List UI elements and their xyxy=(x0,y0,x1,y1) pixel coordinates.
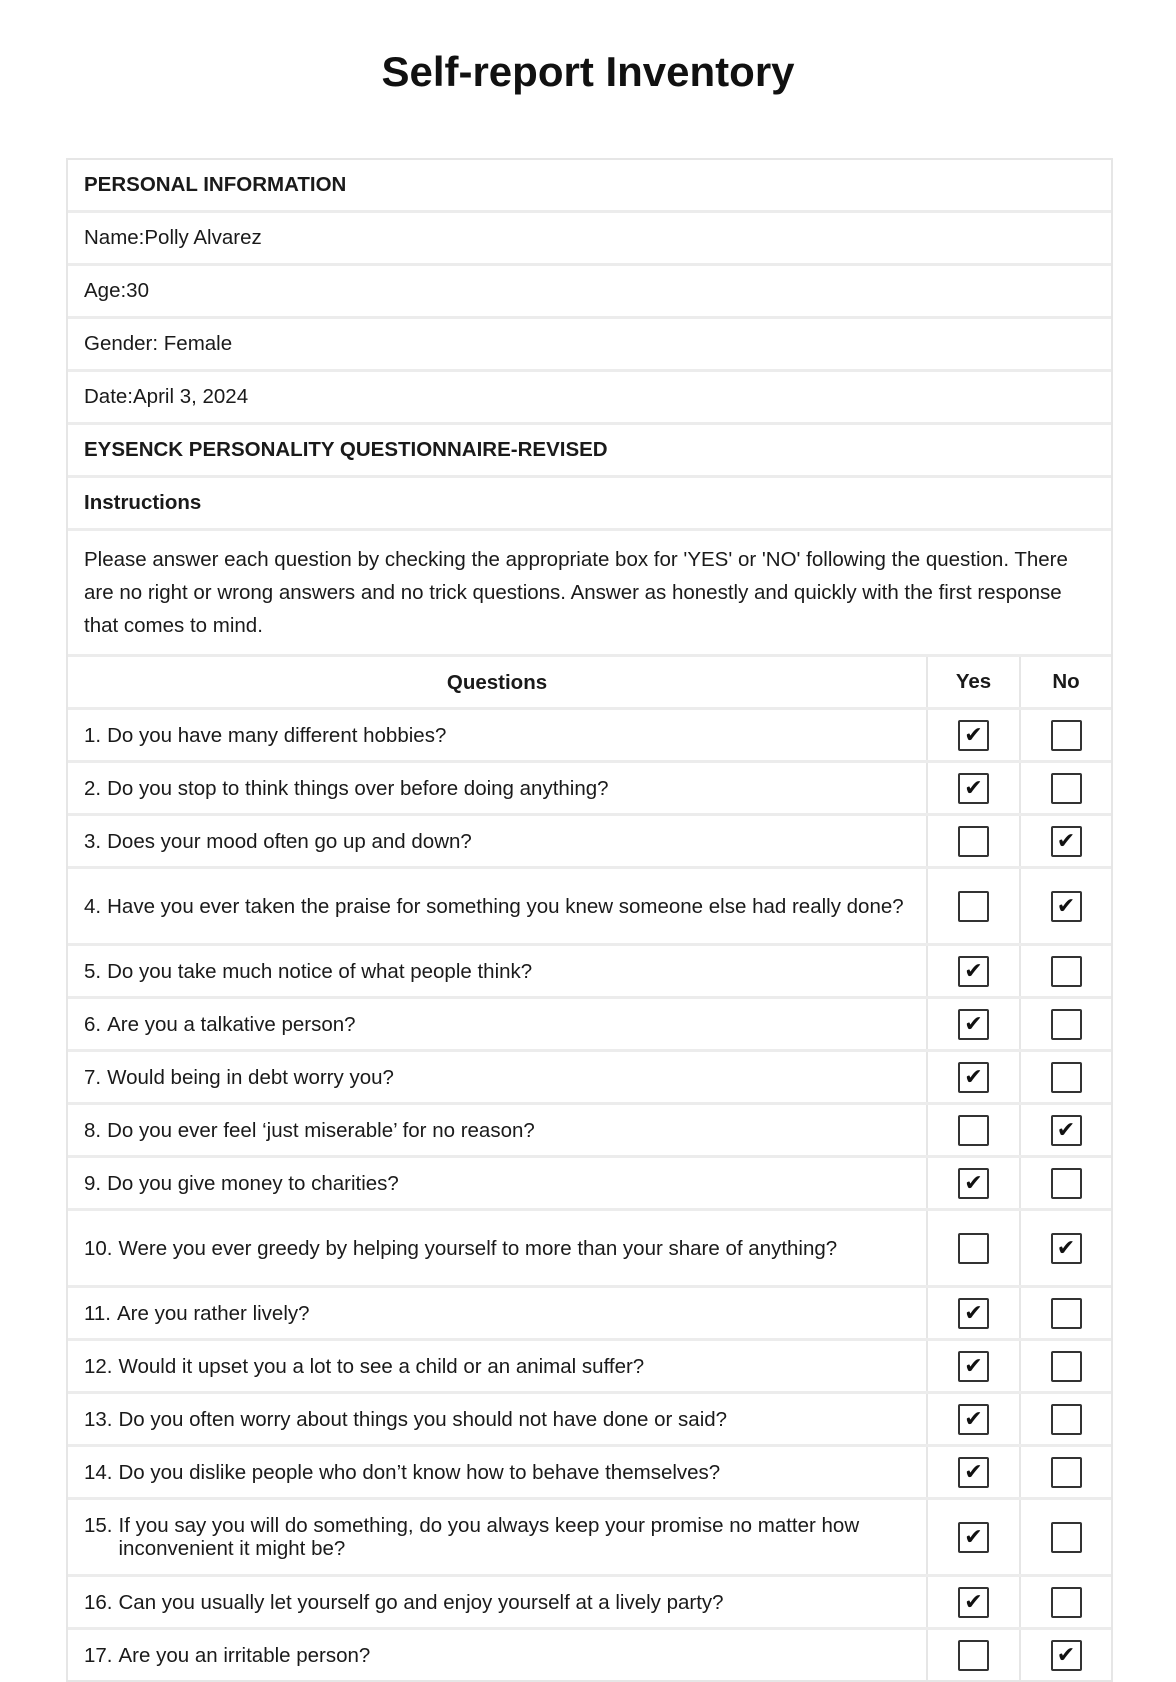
yes-cell xyxy=(928,763,1021,813)
no-cell xyxy=(1021,816,1111,866)
no-cell xyxy=(1021,1500,1111,1574)
check-icon: ✔ xyxy=(1056,893,1076,918)
yes-checkbox[interactable] xyxy=(958,773,989,804)
question-row xyxy=(68,1500,1111,1577)
no-checkbox[interactable] xyxy=(1051,720,1082,751)
yes-checkbox[interactable] xyxy=(958,1298,989,1329)
question-row xyxy=(68,1288,1111,1341)
no-cell xyxy=(1021,1447,1111,1497)
inventory-table xyxy=(66,158,1113,1682)
question-number: 5. xyxy=(84,959,102,983)
question-row xyxy=(68,1158,1111,1211)
gender-field: Gender: Female xyxy=(84,332,233,355)
no-checkbox[interactable] xyxy=(1051,1640,1082,1671)
yes-checkbox[interactable] xyxy=(958,1009,989,1040)
no-cell xyxy=(1021,946,1111,996)
yes-checkbox[interactable] xyxy=(958,826,989,857)
question-text: Do you often worry about things you should not have done or said? xyxy=(118,1407,728,1431)
yes-cell xyxy=(928,1577,1021,1627)
check-icon: ✔ xyxy=(964,775,983,800)
question-number: 14. xyxy=(84,1460,113,1484)
question-number: 12. xyxy=(84,1354,113,1378)
question-number: 8. xyxy=(84,1118,102,1142)
no-checkbox[interactable] xyxy=(1051,1233,1082,1264)
question-number: 16. xyxy=(84,1590,113,1614)
page-title: Self-report Inventory xyxy=(381,48,795,95)
question-row xyxy=(68,869,1111,946)
age-field: Age:30 xyxy=(84,279,149,302)
question-number: 9. xyxy=(84,1171,102,1195)
question-row xyxy=(68,1577,1111,1630)
check-icon: ✔ xyxy=(964,1353,983,1378)
yes-checkbox[interactable] xyxy=(958,1457,989,1488)
no-checkbox[interactable] xyxy=(1051,773,1082,804)
question-text: Do you ever feel ‘just miserable’ for no reason? xyxy=(107,1118,535,1142)
question-text: Does your mood often go up and down? xyxy=(107,829,472,853)
yes-cell xyxy=(928,1158,1021,1208)
no-checkbox[interactable] xyxy=(1051,1522,1082,1553)
yes-cell xyxy=(928,1288,1021,1338)
yes-column-header: Yes xyxy=(928,657,1021,707)
question-row xyxy=(68,1052,1111,1105)
question-cell xyxy=(68,710,928,760)
question-number: 13. xyxy=(84,1407,113,1431)
yes-cell xyxy=(928,1630,1021,1680)
no-cell xyxy=(1021,1288,1111,1338)
no-checkbox[interactable] xyxy=(1051,1587,1082,1618)
question-cell xyxy=(68,1500,928,1574)
question-cell xyxy=(68,763,928,813)
question-cell xyxy=(68,1288,928,1338)
question-cell xyxy=(68,1341,928,1391)
question-text: Do you take much notice of what people think? xyxy=(107,959,533,983)
question-row xyxy=(68,1105,1111,1158)
question-number: 4. xyxy=(84,894,102,918)
question-cell xyxy=(68,946,928,996)
yes-checkbox[interactable] xyxy=(958,1640,989,1671)
check-icon: ✔ xyxy=(964,1406,983,1431)
name-field: Name:Polly Alvarez xyxy=(84,226,262,249)
question-cell xyxy=(68,1158,928,1208)
no-column-header: No xyxy=(1052,670,1080,693)
question-row xyxy=(68,1394,1111,1447)
no-checkbox[interactable] xyxy=(1051,1298,1082,1329)
yes-cell xyxy=(928,1105,1021,1155)
question-row xyxy=(68,763,1111,816)
question-text: Do you stop to think things over before doing anything? xyxy=(107,776,609,800)
no-checkbox[interactable] xyxy=(1051,826,1082,857)
question-cell xyxy=(68,1630,928,1680)
question-cell xyxy=(68,1577,928,1627)
question-row xyxy=(68,999,1111,1052)
check-icon: ✔ xyxy=(964,722,983,747)
question-text: If you say you will do something, do you always keep your promise no matter how inconvenient it might be? xyxy=(118,1514,860,1560)
personal-info-heading: PERSONAL INFORMATION xyxy=(84,173,347,196)
no-cell xyxy=(1021,1341,1111,1391)
question-number: 15. xyxy=(84,1514,113,1537)
yes-cell xyxy=(928,1341,1021,1391)
no-checkbox[interactable] xyxy=(1051,956,1082,987)
yes-checkbox[interactable] xyxy=(958,1233,989,1264)
no-cell xyxy=(1021,763,1111,813)
yes-checkbox[interactable] xyxy=(958,891,989,922)
question-number: 11. xyxy=(84,1301,111,1325)
no-checkbox[interactable] xyxy=(1051,1115,1082,1146)
yes-cell xyxy=(928,1500,1021,1574)
question-number: 6. xyxy=(84,1012,102,1036)
yes-cell xyxy=(928,946,1021,996)
yes-cell xyxy=(928,999,1021,1049)
question-number: 3. xyxy=(84,829,102,853)
no-checkbox[interactable] xyxy=(1051,1062,1082,1093)
question-text: Can you usually let yourself go and enjoy yourself at a lively party? xyxy=(118,1590,724,1614)
question-row xyxy=(68,816,1111,869)
no-cell xyxy=(1021,710,1111,760)
question-cell xyxy=(68,1211,928,1285)
questions-header-row xyxy=(68,657,1111,710)
yes-checkbox[interactable] xyxy=(958,956,989,987)
check-icon: ✔ xyxy=(964,1064,983,1089)
yes-checkbox[interactable] xyxy=(958,1168,989,1199)
no-checkbox[interactable] xyxy=(1051,1351,1082,1382)
question-number: 7. xyxy=(84,1065,102,1089)
no-cell xyxy=(1021,869,1111,943)
question-text: Are you a talkative person? xyxy=(107,1012,356,1036)
check-icon: ✔ xyxy=(964,1524,983,1549)
check-icon: ✔ xyxy=(964,1170,983,1195)
yes-cell xyxy=(928,710,1021,760)
yes-cell xyxy=(928,816,1021,866)
yes-checkbox[interactable] xyxy=(958,1351,989,1382)
question-text: Are you an irritable person? xyxy=(118,1643,371,1667)
question-cell xyxy=(68,1105,928,1155)
check-icon: ✔ xyxy=(964,1459,983,1484)
check-icon: ✔ xyxy=(964,1011,983,1036)
no-checkbox[interactable] xyxy=(1051,1168,1082,1199)
no-checkbox[interactable] xyxy=(1051,1457,1082,1488)
question-number: 10. xyxy=(84,1236,113,1260)
date-field: Date:April 3, 2024 xyxy=(84,385,249,408)
check-icon: ✔ xyxy=(1056,828,1076,853)
question-cell xyxy=(68,869,928,943)
questionnaire-title: EYSENCK PERSONALITY QUESTIONNAIRE-REVISED xyxy=(84,438,608,461)
yes-cell xyxy=(928,869,1021,943)
question-text: Are you rather lively? xyxy=(116,1301,310,1325)
no-cell xyxy=(1021,1577,1111,1627)
yes-checkbox[interactable] xyxy=(958,1062,989,1093)
question-text: Were you ever greedy by helping yourself to more than your share of anything? xyxy=(118,1236,838,1260)
question-text: Do you give money to charities? xyxy=(107,1171,399,1195)
question-cell xyxy=(68,1447,928,1497)
yes-checkbox[interactable] xyxy=(958,1587,989,1618)
questions-column-header: Questions xyxy=(68,657,928,707)
question-row xyxy=(68,1447,1111,1500)
question-row xyxy=(68,1630,1111,1680)
yes-checkbox[interactable] xyxy=(958,1404,989,1435)
question-cell xyxy=(68,1052,928,1102)
question-cell xyxy=(68,1394,928,1444)
check-icon: ✔ xyxy=(1056,1235,1076,1260)
question-number: 1. xyxy=(84,723,102,747)
no-cell xyxy=(1021,999,1111,1049)
no-cell xyxy=(1021,1158,1111,1208)
check-icon: ✔ xyxy=(964,1300,983,1325)
question-text: Would it upset you a lot to see a child or an animal suffer? xyxy=(118,1354,645,1378)
check-icon: ✔ xyxy=(964,1589,983,1614)
question-text: Would being in debt worry you? xyxy=(107,1065,394,1089)
no-cell xyxy=(1021,1052,1111,1102)
question-cell xyxy=(68,999,928,1049)
yes-checkbox[interactable] xyxy=(958,1522,989,1553)
question-cell xyxy=(68,816,928,866)
no-cell xyxy=(1021,1105,1111,1155)
no-cell xyxy=(1021,1211,1111,1285)
yes-checkbox[interactable] xyxy=(958,720,989,751)
no-cell xyxy=(1021,1630,1111,1680)
yes-cell xyxy=(928,1052,1021,1102)
question-row xyxy=(68,1211,1111,1288)
question-row xyxy=(68,1341,1111,1394)
no-cell xyxy=(1021,1394,1111,1444)
question-text: Do you dislike people who don’t know how to behave themselves? xyxy=(118,1460,721,1484)
question-number: 17. xyxy=(84,1643,113,1667)
no-checkbox[interactable] xyxy=(1051,891,1082,922)
question-row xyxy=(68,710,1111,763)
yes-cell xyxy=(928,1394,1021,1444)
yes-checkbox[interactable] xyxy=(958,1115,989,1146)
instructions-heading: Instructions xyxy=(84,491,202,514)
question-text: Do you have many different hobbies? xyxy=(107,723,447,747)
question-number: 2. xyxy=(84,776,102,800)
no-checkbox[interactable] xyxy=(1051,1009,1082,1040)
check-icon: ✔ xyxy=(964,958,983,983)
question-row xyxy=(68,946,1111,999)
question-text: Have you ever taken the praise for something you knew someone else had really done? xyxy=(107,894,904,918)
yes-cell xyxy=(928,1447,1021,1497)
check-icon: ✔ xyxy=(1056,1642,1076,1667)
instructions-text: Please answer each question by checking the appropriate box for 'YES' or 'NO' following the question. There are no right or wrong answers and no trick questions. Answer as honestly and quickly with the first response that comes to mind. xyxy=(84,548,1068,637)
no-checkbox[interactable] xyxy=(1051,1404,1082,1435)
check-icon: ✔ xyxy=(1056,1117,1076,1142)
yes-cell xyxy=(928,1211,1021,1285)
